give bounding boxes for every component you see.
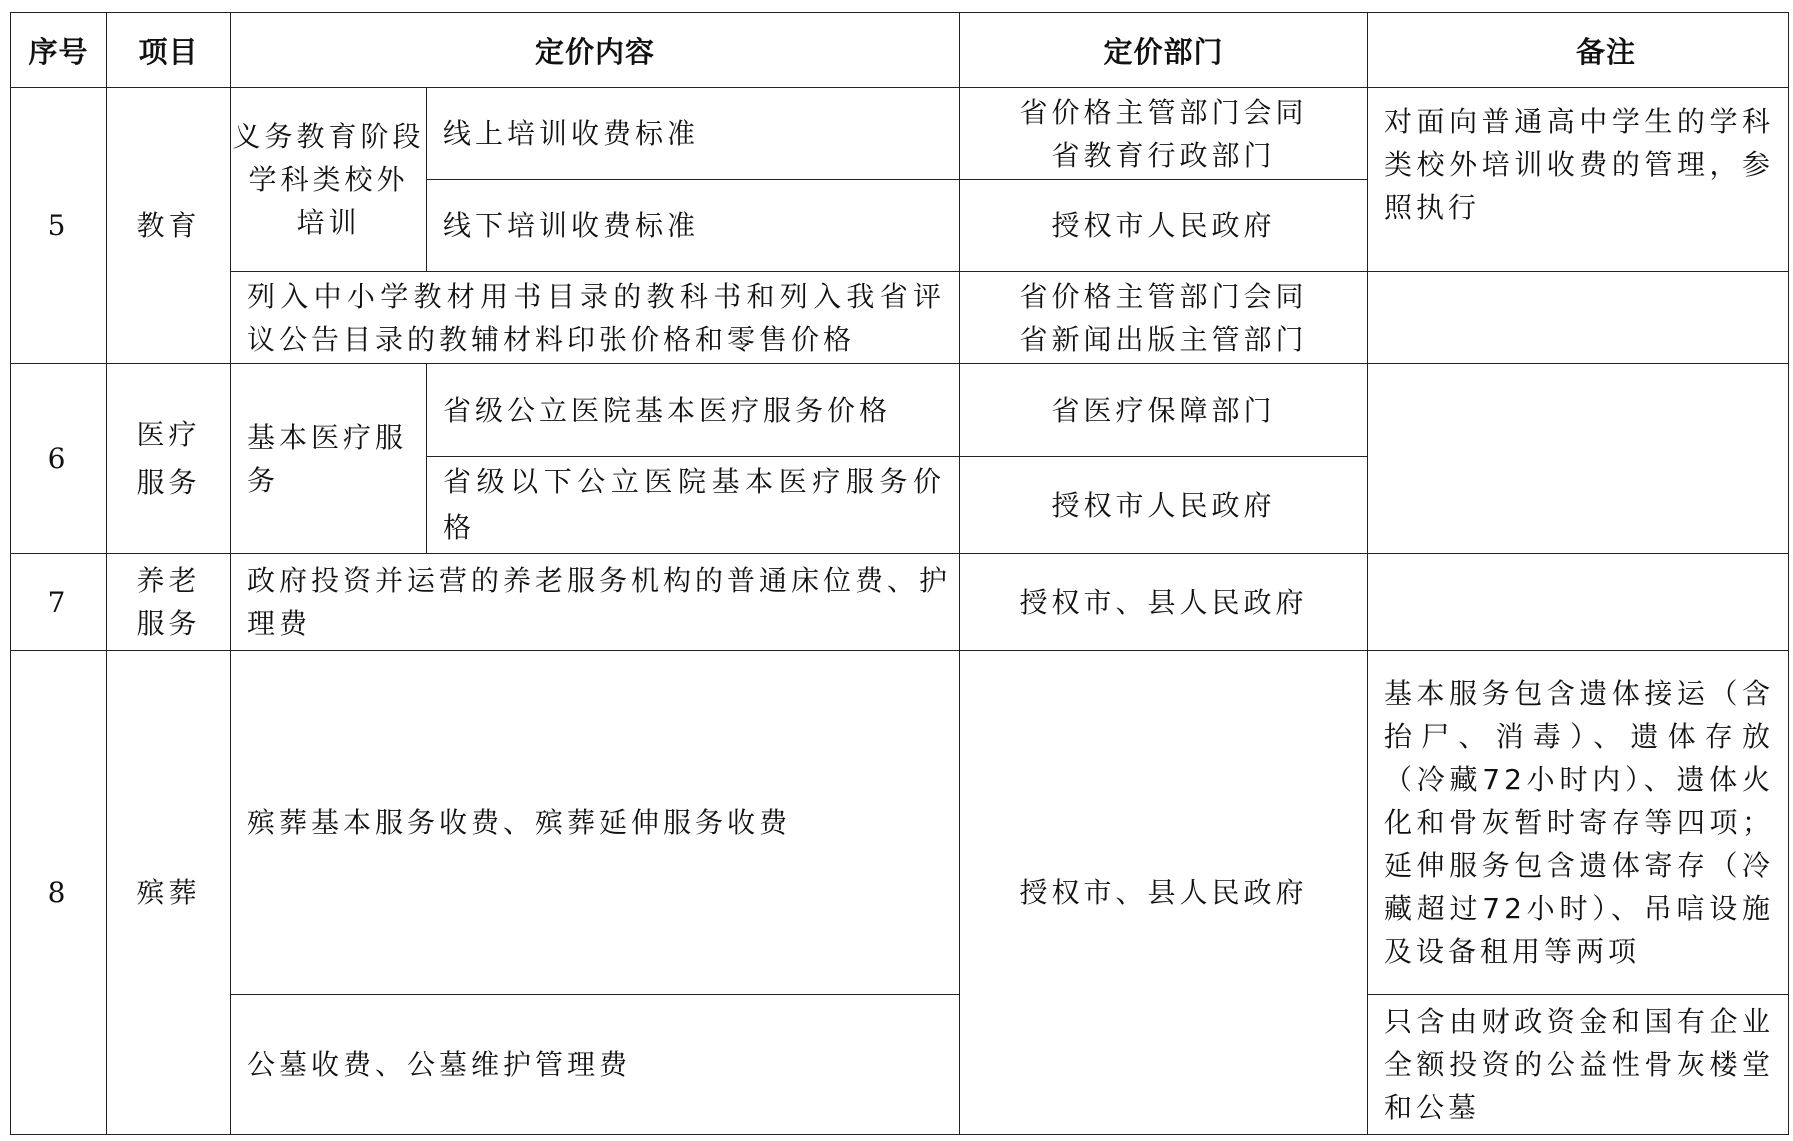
pricing-catalog-table: [10, 12, 1789, 1135]
dept-cell: 省价格主管部门会同 省新闻出版主管部门: [960, 272, 1368, 364]
remark-cell: [1368, 272, 1789, 364]
seq-cell: 7: [11, 554, 107, 651]
item-cell: 养老 服务: [107, 554, 231, 651]
content-cell: 列入中小学教材用书目录的教科书和列入我省评议公告目录的教辅材料印张价格和零售价格: [231, 272, 960, 364]
seq-cell: 6: [11, 364, 107, 554]
sub-item-label: 义务教育阶段 学科类校外 培训: [231, 88, 427, 272]
dept-cell: 授权市、县人民政府: [960, 651, 1368, 1135]
sub-item-label: 基本医疗服务: [231, 364, 427, 554]
table-row: [11, 88, 1789, 180]
remark-cell: 基本服务包含遗体接运（含抬尸、消毒）、遗体存放（冷藏72小时内）、遗体火化和骨灰暂时寄存等四项；延伸服务包含遗体寄存（冷藏超过72小时）、吊唁设施及设备租用等两项: [1368, 651, 1789, 995]
item-cell: 教育: [107, 88, 231, 364]
content-cell: 政府投资并运营的养老服务机构的普通床位费、护理费: [231, 554, 960, 651]
dept-cell: 授权市人民政府: [960, 180, 1368, 272]
table-row: [11, 272, 1789, 364]
content-cell: 殡葬基本服务收费、殡葬延伸服务收费: [231, 651, 960, 995]
table-row: [11, 651, 1789, 995]
remark-cell: 只含由财政资金和国有企业全额投资的公益性骨灰楼堂和公墓: [1368, 995, 1789, 1135]
content-cell: 省级以下公立医院基本医疗服务价格: [427, 457, 960, 554]
header-seq: 序号: [11, 13, 107, 88]
header-content: 定价内容: [231, 13, 960, 88]
content-cell: 线上培训收费标准: [427, 88, 960, 180]
dept-cell: 授权市人民政府: [960, 457, 1368, 554]
dept-cell: 省价格主管部门会同 省教育行政部门: [960, 88, 1368, 180]
dept-cell: 省医疗保障部门: [960, 364, 1368, 457]
content-cell: 公墓收费、公墓维护管理费: [231, 995, 960, 1135]
seq-cell: 8: [11, 651, 107, 1135]
dept-cell: 授权市、县人民政府: [960, 554, 1368, 651]
remark-cell: [1368, 364, 1789, 554]
item-cell: 医疗 服务: [107, 364, 231, 554]
remark-cell: 对面向普通高中学生的学科类校外培训收费的管理，参照执行: [1368, 88, 1789, 272]
seq-cell: 5: [11, 88, 107, 364]
header-remark: 备注: [1368, 13, 1789, 88]
content-cell: 省级公立医院基本医疗服务价格: [427, 364, 960, 457]
content-cell: 线下培训收费标准: [427, 180, 960, 272]
table-row: [11, 364, 1789, 457]
table-row: [11, 554, 1789, 651]
table-row: [11, 995, 1789, 1135]
table-header-row: [11, 13, 1789, 88]
item-cell: 殡葬: [107, 651, 231, 1135]
header-item: 项目: [107, 13, 231, 88]
header-dept: 定价部门: [960, 13, 1368, 88]
remark-cell: [1368, 554, 1789, 651]
